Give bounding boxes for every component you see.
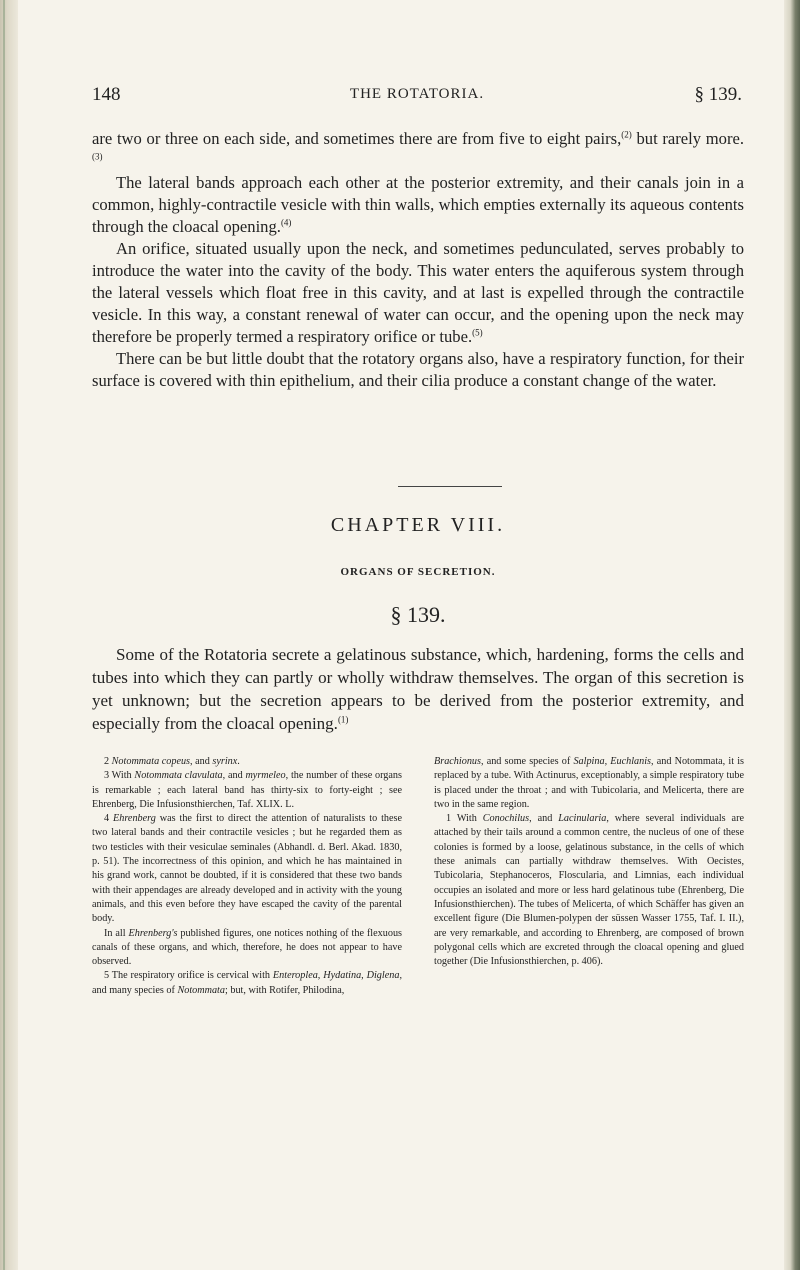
footnote-ref: (3) <box>92 151 103 162</box>
paragraph-3: An orifice, situated usually upon the neck, and sometimes pedunculated, serves probably to introduce the water into the cavity of the body. This water enters the aquiferous system through the lateral vessels which float free in this cavity, and at last is expelled through the contractile vesicle. In this way, a constant renewal of water can occur, and the opening upon the neck may therefore be properly termed a respiratory orifice or tube.$^{(5)}$ <box>92 239 744 346</box>
footnote: In all Ehrenberg's published figures, one notices nothing of the flexuous canals of these organs, and which, therefore, he does not appear to have observed. <box>92 927 402 968</box>
section-heading: § 139. <box>390 602 446 627</box>
page-edge <box>784 0 800 1270</box>
section-paragraph: Some of the Rotatoria secrete a gelatinous substance, which, hardening, forms the cells and tubes into which they can partly or wholly withdraw themselves. The organ of this secretion is yet unknown; but the secretion appears to be derived from the posterior extremity, and especially from the cloacal opening.$^{(1)}$ <box>92 645 744 733</box>
chapter-title: CHAPTER VIII. <box>330 514 506 536</box>
body-text <box>92 128 744 392</box>
book-spine <box>0 0 18 1270</box>
paragraph-2: The lateral bands approach each other at the posterior extremity, and their canals join in a common, highly-contractile vesicle with thin walls, which empties externally its aqueous contents through the cloacal opening.$^{(4)}$ <box>92 173 744 236</box>
paragraph-4: There can be but little doubt that the rotatory organs also, have a respiratory function, for their surface is covered with thin epithelium, and their cilia produce a constant change of the water. <box>92 349 744 390</box>
divider-rule <box>398 486 502 487</box>
footnotes-left-column <box>92 755 402 998</box>
spine-shadow <box>3 0 5 1270</box>
chapter-subtitle: ORGANS OF SECRETION. <box>340 566 496 578</box>
footnotes-right-column <box>434 755 744 969</box>
footnote: 1 With Conochilus, and Lacinularia, where several individuals are attached by their tails around a common centre, the nucleus of one of these colonies is formed by a loose, gelatinous substance, in the cells of which these animals can partially withdraw themselves. With Oecistes, Tubicolaria, Stephanoceros, Floscularia, and Limnias, each individual occupies an isolated and more or less hard gelatinous tube (Ehrenberg, Die Infusionsthierchen). The tubes of Melicerta, of which Schäffer has given an excellent figure (Die Blumen-polypen der süssen Wasser 1755, Taf. I. II.), are very remarkable, and according to Ehrenberg, are composed of brown polygonal cells which are excreted through the cloacal opening and glued together (Die Infusionsthierchen, p. 406). <box>434 813 744 968</box>
section-mark: § 139. <box>694 84 742 105</box>
page-number: 148 <box>92 84 121 105</box>
running-head <box>92 84 742 114</box>
footnote: 5 The respiratory orifice is cervical with Enteroplea, Hydatina, Diglena, and many species of Notommata; but, with Rotifer, Philodina, <box>92 970 402 996</box>
footnotes <box>92 755 744 1175</box>
footnote: 2 Notommata copeus, and syrinx. <box>104 756 240 767</box>
footnote-ref: (2) <box>621 129 632 140</box>
footnote-ref: (4) <box>280 217 292 228</box>
footnote-ref: (1) <box>337 714 349 725</box>
paragraph-1: are two or three on each side, and sometimes there are from five to eight pairs,$^{(2)}$ but rarely more.$^{(3)}$ <box>92 129 744 162</box>
footnote: Brachionus, and some species of Salpina, Euchlanis, and Notommata, it is replaced by a tube. With Actinurus, exceptionably, a simple respiratory tube is placed under the throat ; and with Tubicolaria, and Melicerta, there are two in the same region. <box>434 756 744 810</box>
footnote: 3 With Notommata clavulata, and myrmeleo, the number of these organs is remarkable ; each lateral band has thirty-six to forty-eight ; see Ehrenberg, Die Infusionsthierchen, Taf. XLIX. L. <box>92 770 402 810</box>
running-title: THE ROTATORIA. <box>349 86 485 102</box>
footnote: 4 Ehrenberg was the first to direct the attention of naturalists to these two lateral bands and their contractile vesicles ; but he regarded them as two testicles with their vesiculae seminales (Abhandl. d. Berl. Akad. 1830, p. 51). The incorrectness of this opinion, and which he has maintained in his grand work, cannot be doubted, if it is considered that these two bands with their appendages are already developed and in activity with the young animals, and this even before they have escaped the cavity of the parental body. <box>92 813 403 925</box>
footnote-ref: (5) <box>472 327 483 338</box>
